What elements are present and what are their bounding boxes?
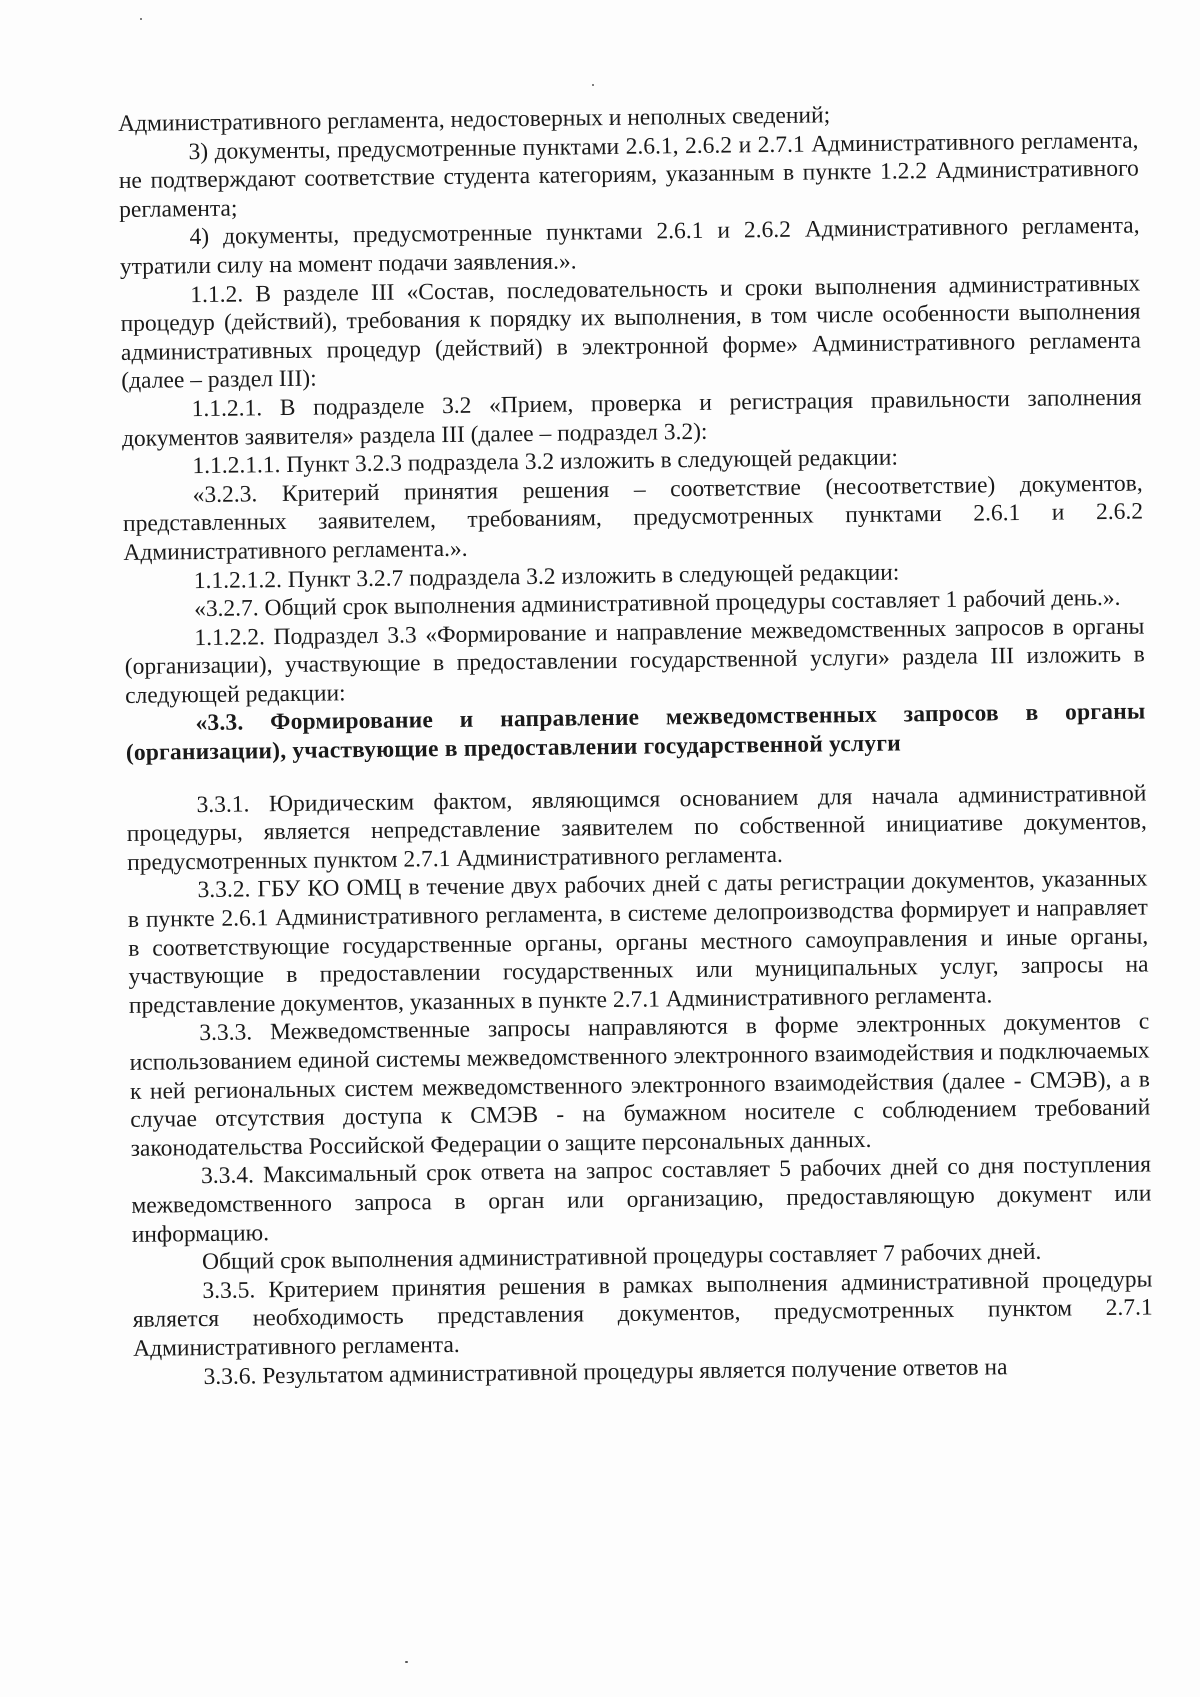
paragraph-continuation: Административного регламента, недостоверных и неполных сведений; xyxy=(118,102,831,137)
paragraph-1-1-2-1: 1.1.2.1. В подразделе 3.2 «Прием, проверка и регистрация правильности заполнения документов заявителя» раздела III (далее – подраздел 3.2): xyxy=(121,384,1142,452)
paragraph-total-term: Общий срок выполнения административной процедуры составляет 7 рабочих дней. xyxy=(201,1238,1042,1276)
paragraph-1-1-2-1-2: 1.1.2.1.2. Пункт 3.2.7 подраздела 3.2 изложить в следующей редакции: xyxy=(193,558,900,594)
paragraph-1-1-2-2: 1.1.2.2. Подраздел 3.3 «Формирование и направление межведомственных запросов в органы (организации), участвующие в предоставлении государственной услуги» раздела III изложить в следующей редакции: xyxy=(124,613,1145,709)
paragraph-3-3-6: 3.3.6. Результатом административной процедуры является получение ответов на xyxy=(203,1353,1008,1390)
paragraph-3-3-4: 3.3.4. Максимальный срок ответа на запрос составляет 5 рабочих дней со дня поступления межведомственного запроса в орган или организацию, предоставляющую документ или информацию. xyxy=(131,1151,1152,1248)
paragraph-3-2-7: «3.2.7. Общий срок выполнения административной процедуры составляет 1 рабочий день.». xyxy=(193,584,1121,623)
paragraph-3-3-1: 3.3.1. Юридическим фактом, являющимся основанием для начала административной процедуры, является непредставление заявителем по собственной инициативе документов, предусмотренных пунктом 2.7.1 Административного регламента. xyxy=(126,780,1147,876)
paragraph-3-2-3: «3.2.3. Критерий принятия решения – соответствие (несоответствие) документов, представленных заявителем, требованиям, предусмотренных пунктами 2.6.1 и 2.6.2 Административного регламента.». xyxy=(122,470,1144,566)
scan-speck xyxy=(592,84,594,86)
scan-speck xyxy=(140,18,142,20)
paragraph-item-3: 3) документы, предусмотренные пунктами 2.6.1, 2.6.2 и 2.7.1 Административного регламента, не подтверждают соответствие студента категориям, указанным в пункте 1.2.2 Административного регламента; xyxy=(118,127,1139,223)
paragraph-1-1-2: 1.1.2. В разделе III «Состав, последовательность и сроки выполнения административных процедур (действий), требования к порядку их выполнения, в том числе особенности выполнения административных процедур (действий) в электронной форме» Административного регламента (далее – раздел III): xyxy=(120,270,1142,395)
scan-speck xyxy=(405,1661,408,1663)
paragraph-3-3-5: 3.3.5. Критерием принятия решения в рамках выполнения административной процедуры является необходимость представления документов, предусмотренных пунктом 2.7.1 Административного регламента. xyxy=(132,1266,1153,1362)
paragraph-3-3-2: 3.3.2. ГБУ КО ОМЦ в течение двух рабочих дней с даты регистрации документов, указанных в пункте 2.6.1 Административного регламента, в системе делопроизводства формирует и направляет в соответствующие государственные органы, органы местного самоуправления и иные органы, участвующие в предоставлении государственных или муниципальных услуг, запросы на представление документов, указанных в пункте 2.7.1 Административного регламента. xyxy=(127,865,1149,1019)
paragraph-3-3-3: 3.3.3. Межведомственные запросы направляются в форме электронных документов с использованием единой системы межведомственного электронного взаимодействия и подключаемых к ней региональных систем межведомственного электронного взаимодействия (далее - СМЭВ), а в случае отсутствия доступа к СМЭВ - на бумажном носителе с соблюдением требований законодательства Российской Федерации о защите персональных данных. xyxy=(129,1008,1151,1162)
section-heading-3-3: «3.3. Формирование и направление межведомственных запросов в органы (организации), участвующие в предоставлении государственной услуги xyxy=(125,698,1146,767)
paragraph-1-1-2-1-1: 1.1.2.1.1. Пункт 3.2.3 подраздела 3.2 изложить в следующей редакции: xyxy=(192,444,899,480)
paragraph-item-4: 4) документы, предусмотренные пунктами 2.6.1 и 2.6.2 Административного регламента, утратили силу на момент подачи заявления.». xyxy=(119,212,1140,280)
document-body xyxy=(118,98,1154,1392)
